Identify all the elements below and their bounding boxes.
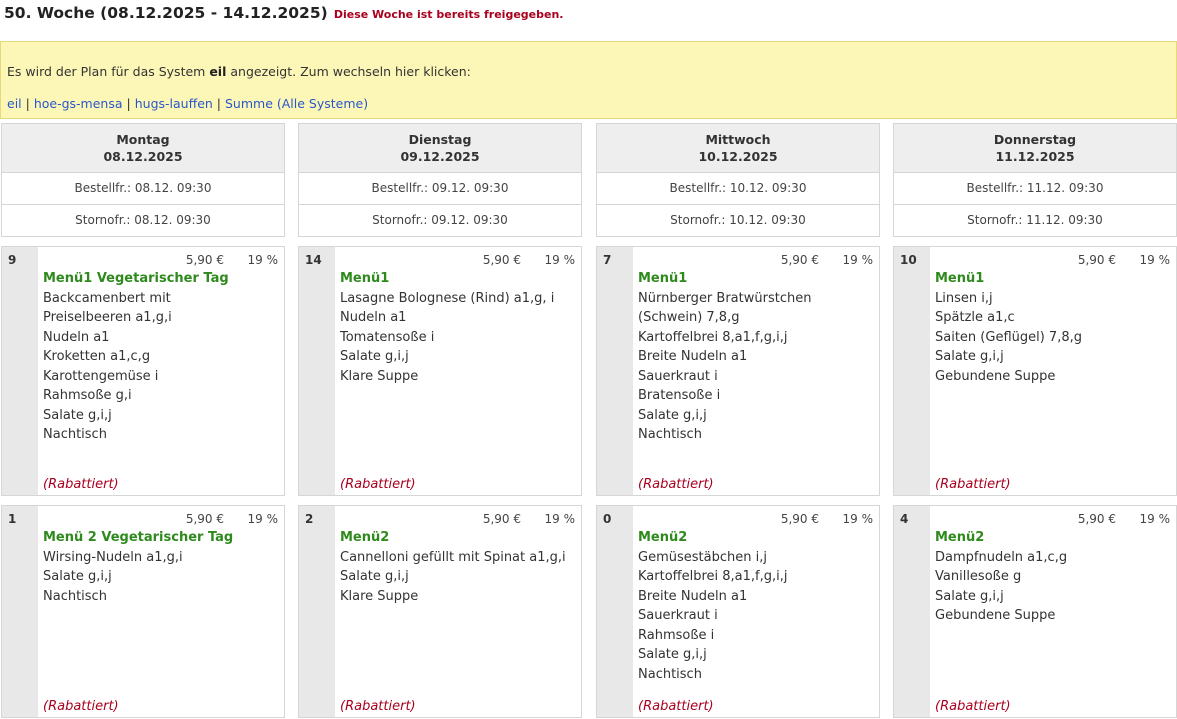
menu-body: [340, 269, 576, 386]
menu-tax-rate: 19 %: [1139, 253, 1170, 267]
menu-item: Salate g,i,j: [935, 588, 1004, 604]
menu-discount-label: (Rabattiert): [340, 699, 416, 714]
menu-price: 5,90 €: [482, 512, 521, 526]
menu-items: [43, 548, 279, 607]
day-column-montag: [1, 123, 285, 237]
menu-body: [935, 528, 1171, 626]
day-header: [893, 123, 1177, 173]
menu-tax-rate: 19 %: [842, 253, 873, 267]
menu-discount-label: (Rabattiert): [638, 477, 714, 492]
day-header: [1, 123, 285, 173]
menu-item: Nachtisch: [43, 588, 107, 604]
cancel-deadline: Stornofr.: 11.12. 09:30: [893, 205, 1177, 237]
menu-item: Nudeln a1: [43, 329, 110, 345]
menu-items: [340, 548, 576, 607]
day-date: 09.12.2025: [400, 149, 480, 164]
day-header: [298, 123, 582, 173]
link-separator: |: [126, 96, 131, 111]
menu-item: Gemüsestäbchen i,j: [638, 549, 767, 565]
cancel-deadline: Stornofr.: 08.12. 09:30: [1, 205, 285, 237]
menu-item: Dampfnudeln a1,c,g: [935, 549, 1068, 565]
menu-order-count: 2: [305, 512, 314, 526]
menu-item: Nachtisch: [43, 427, 107, 442]
system-info-box: [0, 41, 1177, 119]
day-name: Mittwoch: [705, 132, 771, 147]
menu-order-count: 0: [603, 512, 612, 526]
system-link-hoe-gs-mensa[interactable]: hoe-gs-mensa: [33, 96, 123, 111]
menu-item: Gebundene Suppe: [935, 368, 1056, 384]
menu-item: Preiselbeeren a1,g,i: [43, 310, 172, 325]
menu-item: Salate g,i,j: [340, 569, 409, 584]
menu-item: Kartoffelbrei 8,a1,f,g,i,j: [638, 329, 788, 345]
system-link-summe-alle-systeme[interactable]: Summe (Alle Systeme): [225, 96, 369, 111]
cancel-deadline: Stornofr.: 09.12. 09:30: [298, 205, 582, 237]
order-deadline: Bestellfr.: 09.12. 09:30: [298, 173, 582, 205]
menu-discount-label: (Rabattiert): [638, 699, 714, 714]
menu-tax-rate: 19 %: [544, 253, 575, 267]
menu-card-mittwoch-menu2[interactable]: [596, 505, 880, 718]
menu-card-dienstag-menu2[interactable]: [298, 505, 582, 718]
menu-price: 5,90 €: [482, 253, 521, 267]
menu-item: Klare Suppe: [340, 588, 419, 604]
week-header: [4, 4, 563, 26]
menu-body: [340, 528, 576, 606]
menu-item: Kartoffelbrei 8,a1,f,g,i,j: [638, 569, 788, 584]
menu-card-donnerstag-menu1[interactable]: [893, 246, 1177, 496]
system-info-text: [7, 64, 471, 79]
menu-order-count: 4: [900, 512, 909, 526]
menu-items: [935, 548, 1171, 626]
menu-item: Salate g,i,j: [638, 407, 707, 423]
menu-count-panel: [597, 506, 633, 717]
menu-order-count: 7: [603, 253, 612, 267]
menu-discount-label: (Rabattiert): [935, 699, 1011, 714]
menu-item: Breite Nudeln a1: [638, 588, 748, 604]
menu-item: Sauerkraut i: [638, 368, 718, 384]
menu-order-count: 9: [8, 253, 17, 267]
menu-item: Breite Nudeln a1: [638, 349, 748, 364]
day-date: 08.12.2025: [103, 149, 183, 164]
day-column-mittwoch: [596, 123, 880, 237]
menu-body: [638, 528, 874, 684]
system-info-prefix: Es wird der Plan für das System: [7, 64, 206, 79]
menu-item: Saiten (Geflügel) 7,8,g: [935, 329, 1082, 345]
menu-price: 5,90 €: [185, 512, 224, 526]
menu-item: Cannelloni gefüllt mit Spinat a1,g,i: [340, 549, 566, 565]
menu-item: Klare Suppe: [340, 368, 419, 384]
menu-discount-label: (Rabattiert): [340, 477, 416, 492]
link-separator: |: [25, 96, 30, 111]
menu-count-panel: [2, 506, 38, 717]
menu-items: [935, 289, 1171, 387]
menu-tax-rate: 19 %: [247, 512, 278, 526]
day-column-dienstag: [298, 123, 582, 237]
menu-count-panel: [2, 247, 38, 495]
menu-discount-label: (Rabattiert): [935, 477, 1011, 492]
menu-item: Vanillesoße g: [935, 569, 1022, 584]
menu-price: 5,90 €: [185, 253, 224, 267]
menu-order-count: 10: [900, 253, 917, 267]
menu-card-mittwoch-menu1[interactable]: [596, 246, 880, 496]
menu-body: [638, 269, 874, 445]
menu-item: Salate g,i,j: [43, 407, 112, 423]
menu-tax-rate: 19 %: [842, 512, 873, 526]
menu-count-panel: [894, 247, 930, 495]
menu-name: Menü1: [340, 271, 390, 286]
order-deadline: Bestellfr.: 11.12. 09:30: [893, 173, 1177, 205]
menu-item: Tomatensoße i: [340, 329, 435, 345]
menu-items: [340, 289, 576, 387]
menu-item: Salate g,i,j: [43, 569, 112, 584]
day-name: Donnerstag: [993, 132, 1077, 147]
menu-item: Nürnberger Bratwürstchen: [638, 290, 812, 306]
menu-items: [638, 548, 874, 685]
menu-item: Sauerkraut i: [638, 608, 718, 623]
menu-tax-rate: 19 %: [247, 253, 278, 267]
menu-price: 5,90 €: [780, 253, 819, 267]
day-column-donnerstag: [893, 123, 1177, 237]
menu-tax-rate: 19 %: [1139, 512, 1170, 526]
menu-card-montag-menu1[interactable]: [1, 246, 285, 496]
menu-item: (Schwein) 7,8,g: [638, 310, 740, 325]
day-name: Montag: [116, 132, 170, 147]
link-separator: |: [216, 96, 222, 111]
menu-item: Backcamenbert mit: [43, 290, 171, 306]
menu-name: Menü1: [935, 271, 985, 286]
menu-order-count: 1: [8, 512, 17, 526]
menu-name: Menü 2 Vegetarischer Tag: [43, 530, 234, 545]
menu-price: 5,90 €: [780, 512, 819, 526]
system-links: [7, 96, 368, 111]
menu-body: [935, 269, 1171, 386]
menu-count-panel: [894, 506, 930, 717]
menu-name: Menü1: [638, 271, 688, 286]
menu-item: Bratensoße i: [638, 388, 721, 403]
menu-card-dienstag-menu1[interactable]: [298, 246, 582, 496]
menu-items: [638, 289, 874, 445]
menu-tax-rate: 19 %: [544, 512, 575, 526]
menu-item: Karottengemüse i: [43, 368, 159, 384]
menu-body: [43, 528, 279, 606]
cancel-deadline: Stornofr.: 10.12. 09:30: [596, 205, 880, 237]
menu-order-count: 14: [305, 253, 322, 267]
menu-count-panel: [597, 247, 633, 495]
current-system-name: eil: [209, 64, 227, 79]
menu-name: Menü2: [340, 530, 390, 545]
menu-item: Nachtisch: [638, 427, 702, 442]
week-title: 50. Woche (08.12.2025 - 14.12.2025): [4, 4, 328, 22]
menu-discount-label: (Rabattiert): [43, 699, 119, 714]
system-info-suffix: angezeigt. Zum wechseln hier klicken:: [230, 64, 471, 79]
menu-item: Rahmsoße g,i: [43, 388, 132, 403]
system-link-eil[interactable]: eil: [7, 96, 22, 111]
day-date: 10.12.2025: [698, 149, 778, 164]
menu-count-panel: [299, 506, 335, 717]
menu-items: [43, 289, 279, 445]
menu-name: Menü2: [638, 530, 688, 545]
menu-item: Spätzle a1,c: [935, 310, 1015, 325]
system-link-hugs-lauffen[interactable]: hugs-lauffen: [134, 96, 213, 111]
week-status-note: Diese Woche ist bereits freigegeben.: [333, 8, 564, 21]
menu-item: Salate g,i,j: [638, 647, 707, 662]
menu-item: Rahmsoße i: [638, 627, 715, 643]
menu-item: Nachtisch: [638, 666, 702, 682]
menu-body: [43, 269, 279, 445]
menu-name: Menü1 Vegetarischer Tag: [43, 271, 229, 286]
menu-price: 5,90 €: [1077, 512, 1116, 526]
menu-item: Linsen i,j: [935, 290, 993, 306]
menu-card-montag-menu2[interactable]: [1, 505, 285, 718]
order-deadline: Bestellfr.: 08.12. 09:30: [1, 173, 285, 205]
menu-discount-label: (Rabattiert): [43, 477, 119, 492]
menu-count-panel: [299, 247, 335, 495]
day-header: [596, 123, 880, 173]
menu-card-donnerstag-menu2[interactable]: [893, 505, 1177, 718]
day-name: Dienstag: [408, 132, 472, 147]
menu-price: 5,90 €: [1077, 253, 1116, 267]
menu-item: Gebundene Suppe: [935, 608, 1056, 623]
menu-item: Lasagne Bolognese (Rind) a1,g, i: [340, 290, 555, 306]
order-deadline: Bestellfr.: 10.12. 09:30: [596, 173, 880, 205]
menu-item: Wirsing-Nudeln a1,g,i: [43, 549, 183, 565]
menu-item: Salate g,i,j: [340, 349, 409, 364]
menu-item: Salate g,i,j: [935, 349, 1004, 364]
menu-item: Kroketten a1,c,g: [43, 349, 151, 364]
menu-name: Menü2: [935, 530, 985, 545]
day-date: 11.12.2025: [995, 149, 1075, 164]
menu-item: Nudeln a1: [340, 310, 407, 325]
